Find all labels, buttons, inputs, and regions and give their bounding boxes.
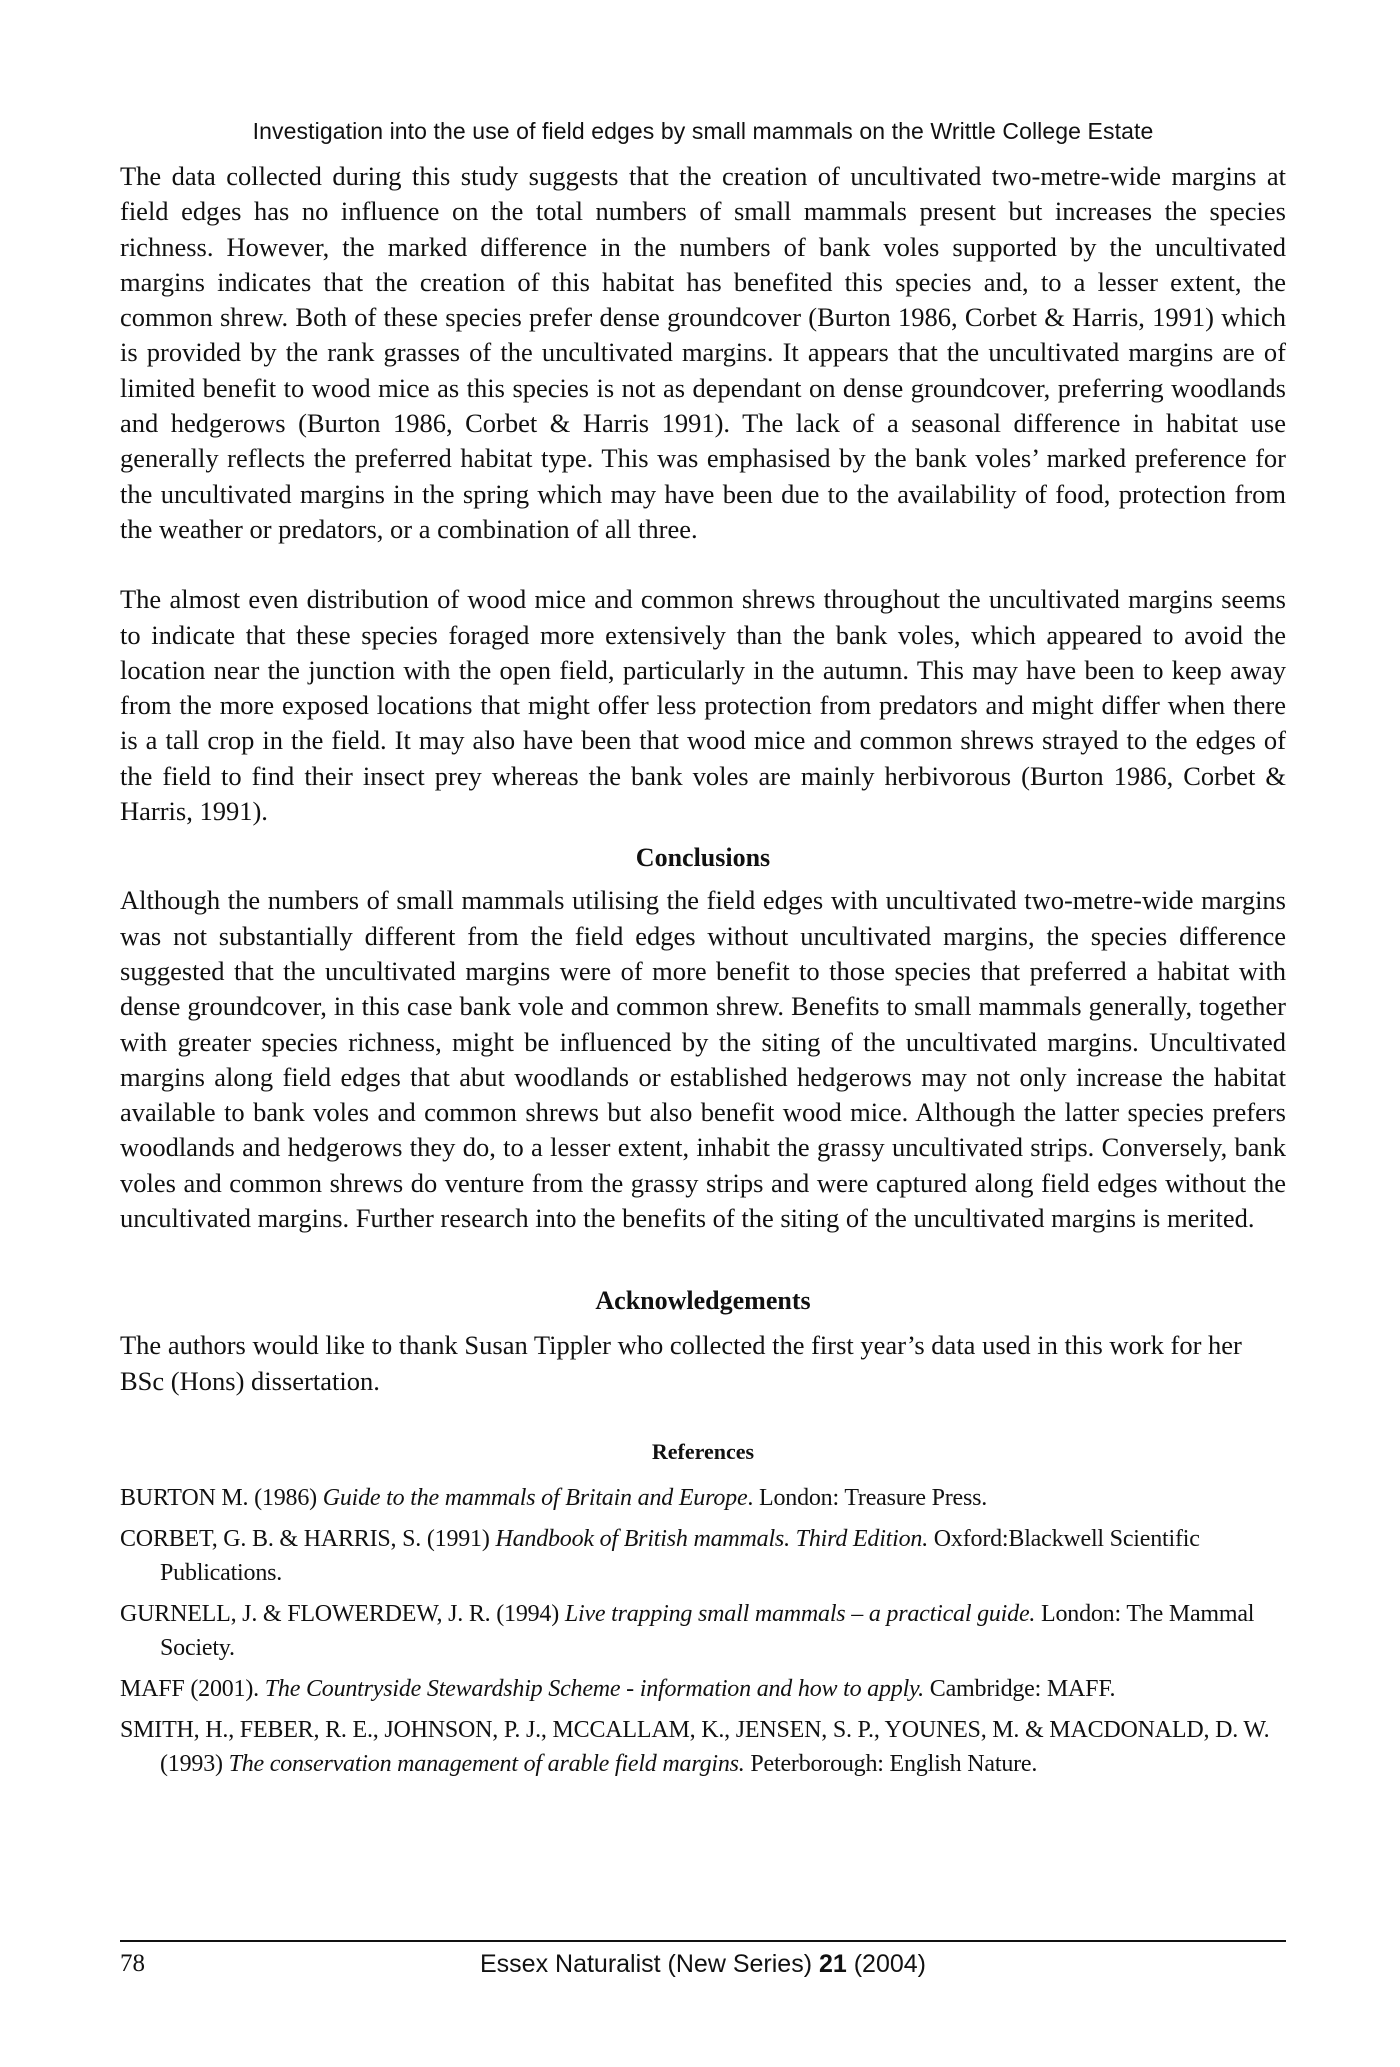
running-head: Investigation into the use of field edges by small mammals on the Writtle College Estate bbox=[252, 118, 1154, 144]
reference-item: MAFF (2001). The Countryside Stewardship Scheme - information and how to apply. Cambridge: MAFF. bbox=[120, 1675, 1116, 1702]
acknowledgements-paragraph: The authors would like to thank Susan Tippler who collected the first year’s data used in this work for her BSc (Hons) dissertation. bbox=[120, 1330, 1242, 1396]
reference-item: CORBET, G. B. & HARRIS, S. (1991) Handbook of British mammals. Third Edition. Oxford:Blackwell Scientific Publications. bbox=[120, 1525, 1200, 1586]
reference-item: GURNELL, J. & FLOWERDEW, J. R. (1994) Live trapping small mammals – a practical guide. London: The Mammal Society. bbox=[120, 1600, 1255, 1661]
paragraph-spacer bbox=[120, 547, 1286, 582]
discussion-paragraph-2: The almost even distribution of wood mice and common shrews throughout the uncultivated margins seems to indicate that these species foraged more extensively than the bank voles, which appeared to avoid the location near the junction with the open field, particularly in the autumn. This may have been to keep away from the more exposed locations that might offer less protection from predators and might differ when there is a tall crop in the field. It may also have been that wood mice and common shrews strayed to the edges of the field to find their insect prey whereas the bank voles are mainly herbivorous (Burton 1986, Corbet & Harris, 1991). bbox=[120, 584, 1286, 827]
journal-name: Essex Naturalist (New Series) bbox=[479, 1950, 819, 1978]
footer-divider bbox=[120, 1940, 1286, 1942]
reference-item: SMITH, H., FEBER, R. E., JOHNSON, P. J., MCCALLAM, K., JENSEN, S. P., YOUNES, M. & MACDONALD, D. W. (1993) The conservation management of arable field margins. Peterborough: English Nature. bbox=[120, 1716, 1270, 1777]
reference-item: BURTON M. (1986) Guide to the mammals of Britain and Europe. London: Treasure Press. bbox=[120, 1484, 988, 1511]
references-heading: References bbox=[651, 1438, 755, 1464]
journal-volume: 21 bbox=[818, 1950, 847, 1978]
conclusions-heading: Conclusions bbox=[635, 843, 771, 873]
page bbox=[120, 118, 1286, 1788]
page-footer bbox=[120, 1950, 1286, 1990]
conclusions-paragraph: Although the numbers of small mammals utilising the field edges with uncultivated two-metre-wide margins was not substantially different from the field edges without uncultivated margins, the species difference suggested that the uncultivated margins were of more benefit to those species that preferred a habitat with dense groundcover, in this case bank vole and common shrew. Benefits to small mammals generally, together with greater species richness, might be influenced by the siting of the uncultivated margins. Uncultivated margins along field edges that abut woodlands or established hedgerows may not only increase the habitat available to bank voles and common shrews but also benefit wood mice. Although the latter species prefers woodlands and hedgerows they do, to a lesser extent, inhabit the grassy uncultivated strips. Conversely, bank voles and common shrews do venture from the grassy strips and were captured along field edges without the uncultivated margins. Further research into the benefits of the siting of the uncultivated margins is merited. bbox=[120, 885, 1286, 1234]
discussion-paragraph-1: The data collected during this study suggests that the creation of uncultivated two-metre-wide margins at field edges has no influence on the total numbers of small mammals present but increases the species richness. However, the marked difference in the numbers of bank voles supported by the uncultivated margins indicates that the creation of this habitat has benefited this species and, to a lesser extent, the common shrew. Both of these species prefer dense groundcover (Burton 1986, Corbet & Harris, 1991) which is provided by the rank grasses of the uncultivated margins. It appears that the uncultivated margins are of limited benefit to wood mice as this species is not as dependant on dense groundcover, preferring woodlands and hedgerows (Burton 1986, Corbet & Harris 1991). The lack of a seasonal difference in habitat use generally reflects the preferred habitat type. This was emphasised by the bank voles’ marked preference for the uncultivated margins in the spring which may have been due to the availability of food, protection from the weather or predators, or a combination of all three. bbox=[120, 161, 1286, 544]
reference-list bbox=[120, 1481, 1286, 1781]
journal-year: (2004) bbox=[846, 1950, 926, 1978]
acknowledgements-heading: Acknowledgements bbox=[595, 1286, 811, 1316]
journal-citation bbox=[120, 1950, 1286, 1979]
page-number: 78 bbox=[120, 1950, 145, 1977]
